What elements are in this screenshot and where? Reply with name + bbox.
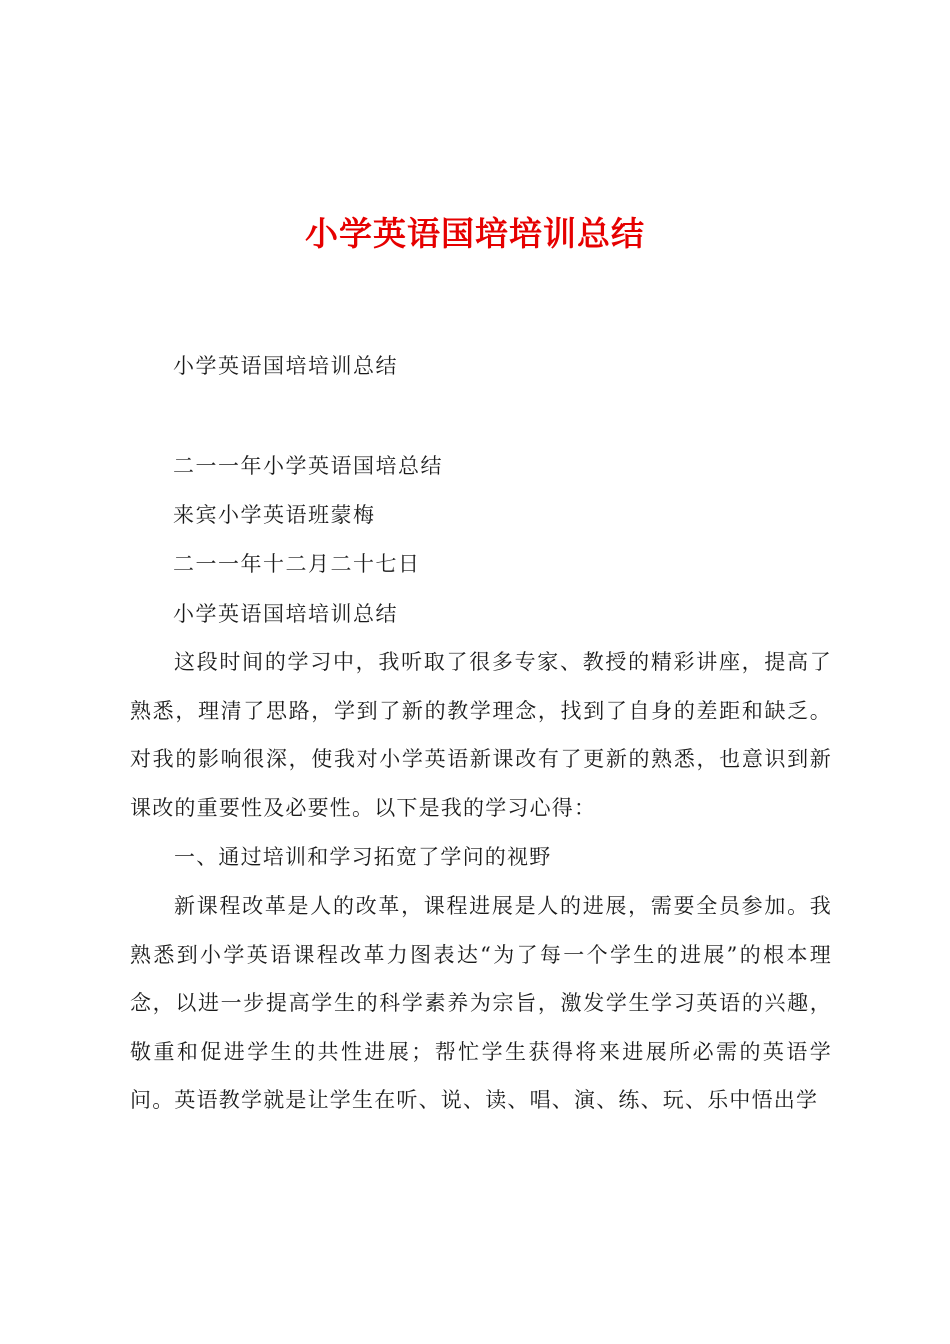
header-line-year-summary: 二一一年小学英语国培总结 — [173, 454, 443, 478]
header-line-author: 来宾小学英语班蒙梅 — [173, 503, 376, 527]
body-paragraph-intro: 这段时间的学习中，我听取了很多专家、教授的精彩讲座，提高了熟悉，理清了思路，学到了新的教学理念，找到了自身的差距和缺乏。对我的影响很深，使我对小学英语新课改有了更新的熟悉，也意识到新课改的重要性及必要性。以下是我的学习心得： — [130, 650, 832, 820]
section-heading-1: 一、通过培训和学习拓宽了学问的视野 — [174, 845, 552, 869]
document-title: 小学英语国培培训总结 — [305, 214, 645, 253]
header-line-title-repeat: 小学英语国培培训总结 — [173, 602, 398, 626]
body-paragraph-reform: 新课程改革是人的改革，课程进展是人的进展，需要全员参加。我熟悉到小学英语课程改革力图表达“为了每一个学生的进展”的根本理念，以进一步提高学生的科学素养为宗旨，激发学生学习英语的兴趣，敬重和促进学生的共性进展；帮忙学生获得将来进展所必需的英语学问。英语教学就是让学生在听、说、读、唱、演、练、玩、乐中悟出学 — [130, 894, 832, 1113]
header-line-date: 二一一年十二月二十七日 — [173, 552, 421, 576]
document-subtitle: 小学英语国培培训总结 — [173, 354, 398, 378]
